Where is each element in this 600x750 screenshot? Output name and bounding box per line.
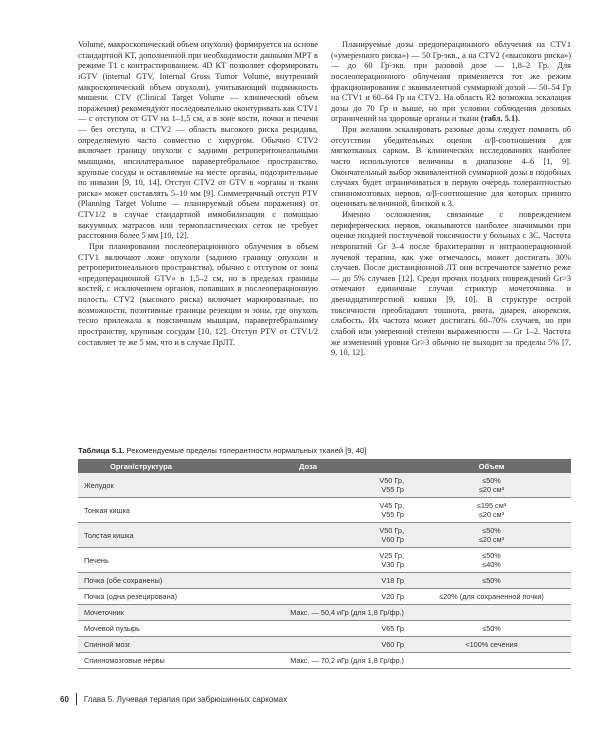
volume-line: ≤20 см³ xyxy=(478,510,505,519)
organ-cell: Спинномозговые нервы xyxy=(78,653,204,669)
volume-cell xyxy=(412,548,571,573)
page-footer xyxy=(60,693,287,705)
organ-cell: Мочевой пузырь xyxy=(78,621,204,637)
table-row xyxy=(78,523,571,548)
table-row xyxy=(78,573,571,589)
dose-cell xyxy=(204,523,412,548)
volume-cell xyxy=(412,605,571,621)
chapter-title: Глава 5. Лучевая терапия при забрюшинных саркомах xyxy=(83,694,288,704)
table-caption xyxy=(78,446,578,455)
volume-cell: ≤20% (для сохраненной почки) xyxy=(412,589,571,605)
table-row xyxy=(78,498,571,523)
organ-cell: Почка (обе сохранены) xyxy=(78,573,204,589)
header-dose: Доза xyxy=(204,459,412,473)
dose-cell: V60 Гр xyxy=(204,637,412,653)
paragraph: Volume, макроскопический объем опухоли) формируется на основе стандартной КТ, дополненной при необходимости данными МРТ в режиме Т1 с контрастированием. 4D КТ позволяет сформировать iGTV (internal GTV, Internal Gross Tumor Volume, внутренний макроскопический объем опухоли), учитывающий подвижность мишени. CTV (Clinical Target Volume — клинический объем поражения) рекомендуют последовательно оконтуривать как CTV1 — с отступом от GTV на 1–1,5 см, а в зоне кости, почки и печени — без отступа, и CTV2 — область высокого риска рецидива, определяемую часто совместно с хирургом. Обычно CTV2 включает границу опухоли с задними ретроперитонеальными мышцами, ипсилатеральное паравертебральное пространство, крупные сосуды и оставляемые на месте органы, подозрительные по инвазии [9, 10, 14]. Отступ CTV2 от GTV в «органы и ткани риска» может составлять 5–10 мм [9]. Симметричный отступ PTV (Planning Target Volume — планируемый объем поражения) от CTV1/2 в случае стандартной иммобилизации с помощью вакуумных матрасов или термопластических сеток не требует расстояния более 5 мм [10, 12]. xyxy=(78,40,318,241)
paragraph: При планировании послеоперационного облучения в объем CTV1 включают ложе опухоли (заднюю границу опухоли и ретроперитонеального пространства), обычно с отступом от зоны «предоперационной GTV» в 1,5–2 см, но в пределах границы костей, с исключением органов, попавших в послеоперационную полость. CTV2 (высокого риска) включает маркированные, по возможности, позитивные границы резекции и зоны, где опухоль тесно прилежала к поясничным мышцам, паравертебральному пространству, крупным сосудам [10, 12]. Отступ PTV от CTV1/2 составляет те же 5 мм, что и в случае ПрЛТ. xyxy=(78,241,318,347)
page-number: 60 xyxy=(60,694,69,704)
dose-line: V50 Гр, xyxy=(379,526,404,535)
dose-line: V60 Гр xyxy=(381,535,404,544)
dose-line: V50 Гр, xyxy=(379,476,404,485)
table-row xyxy=(78,653,571,669)
table-row xyxy=(78,548,571,573)
volume-line: ≤20 см³ xyxy=(478,535,505,544)
dose-cell: V65 Гр xyxy=(204,621,412,637)
tolerance-table xyxy=(78,459,571,669)
table-row xyxy=(78,637,571,653)
organ-cell: Тонкая кишка xyxy=(78,498,204,523)
organ-cell: Мочеточник xyxy=(78,605,204,621)
organ-cell: Печень xyxy=(78,548,204,573)
paragraph: Именно осложнения, связанные с повреждением периферических нервов, оказываются наиболее значимыми при оценке поздней постлучевой токсичности у больных с ЗС. Частота невропатий Gr 3–4 после брахитерапии и интраоперационной лучевой терапии, как уже отмечалось, может достигать 30% случаев. После дистанционной ЛТ они встречаются заметно реже — до 5% случаев [12]. Среди прочих поздних повреждений Gr>3 отмечают единичные случаи стриктур мочеточника и двенадцатиперстной кишки [9, 10]. В структуре острой токсичности преобладают тошнота, рвота, диарея, анорексия, слабость. Их частота может достигать 60–70% случаев, но при слабой или умеренной степени выраженности — Gr 1–2. Частота же изменений уровня Gr>3 обычно не выходит за пределы 5% [7, 9, 10, 12]. xyxy=(331,210,571,358)
dose-cell: V18 Гр xyxy=(204,573,412,589)
table-row xyxy=(78,621,571,637)
footer-divider xyxy=(76,693,77,705)
table-caption-text: Рекомендуемые пределы толерантности нормальных тканей [9, 40] xyxy=(124,446,367,455)
table-header-row xyxy=(78,459,571,473)
organ-cell: Желудок xyxy=(78,473,204,498)
table-row xyxy=(78,605,571,621)
dose-line: V55 Гр xyxy=(381,485,404,494)
volume-cell: <100% сечения xyxy=(412,637,571,653)
volume-line: ≤50% xyxy=(482,476,501,485)
volume-cell xyxy=(412,523,571,548)
volume-cell xyxy=(412,653,571,669)
volume-line: ≤50% xyxy=(482,551,501,560)
organ-cell: Толстая кишка xyxy=(78,523,204,548)
volume-line: ≤20 см³ xyxy=(478,485,505,494)
volume-cell: ≤50% xyxy=(412,621,571,637)
dose-cell: Макс. — 50,4 иГр (для 1,8 Гр/фр.) xyxy=(204,605,412,621)
volume-line: ≤40% xyxy=(482,560,501,569)
right-text-column xyxy=(331,40,571,359)
paragraph: При желании эскалировать разовые дозы следует помнить об отсутствии убедительных оценок α/β-соотношения для мягкотканых сарком. В клинических исследованиях наиболее часто используются величины в диапазоне 4–6 [1, 9]. Окончательный выбор эквивалентной суммарной дозы в подобных случаях будет ограничиваться в первую очередь толерантностью спинномозговых нервов, α/β-соотношение для которых принято оценивать величиной, близкой к 3. xyxy=(331,125,571,209)
dose-cell: Макс. — 70,2 иГр (для 1,8 Гр/фр.) xyxy=(204,653,412,669)
dose-line: V45 Гр, xyxy=(379,501,404,510)
header-organ: Орган/структура xyxy=(78,459,204,473)
paragraph-text: Планируемые дозы предоперационного облучения на CTV1 («умеренного риска») — 50 Гр-экв., а на CTV2 («высокого риска») — до 60 Гр-экв. при разовой дозе — 1,8–2 Гр. Для послеоперационного облучения применяется тот же режим фракционирования с эквивалентной суммарной дозой — 50–54 Гр на CTV1 и 60–64 Гр на CTV2. На область R2 возможна эскалация дозы до 70 Гр и выше, но при условии соблюдения дозовых ограничений на здоровые органы и ткани xyxy=(331,40,571,124)
volume-cell xyxy=(412,473,571,498)
volume-line: ≤195 см³ xyxy=(476,501,507,510)
dose-cell xyxy=(204,548,412,573)
table-row xyxy=(78,473,571,498)
header-volume: Объем xyxy=(412,459,571,473)
volume-cell xyxy=(412,498,571,523)
volume-line: ≤50% xyxy=(482,526,501,535)
dose-line: V25 Гр, xyxy=(379,551,404,560)
paragraph xyxy=(331,40,571,125)
dose-cell: V20 Гр xyxy=(204,589,412,605)
dose-line: V55 Гр xyxy=(381,510,404,519)
dose-cell xyxy=(204,473,412,498)
left-text-column xyxy=(78,40,318,348)
table-reference: (табл. 5.1) xyxy=(480,114,518,124)
dose-line: V30 Гр xyxy=(381,560,404,569)
paragraph-end: . xyxy=(517,114,521,124)
organ-cell: Спинной мозг xyxy=(78,637,204,653)
organ-cell: Почка (одна резецирована) xyxy=(78,589,204,605)
table-caption-label: Таблица 5.1. xyxy=(78,446,125,455)
table-row xyxy=(78,589,571,605)
volume-cell: ≤50% xyxy=(412,573,571,589)
dose-cell xyxy=(204,498,412,523)
